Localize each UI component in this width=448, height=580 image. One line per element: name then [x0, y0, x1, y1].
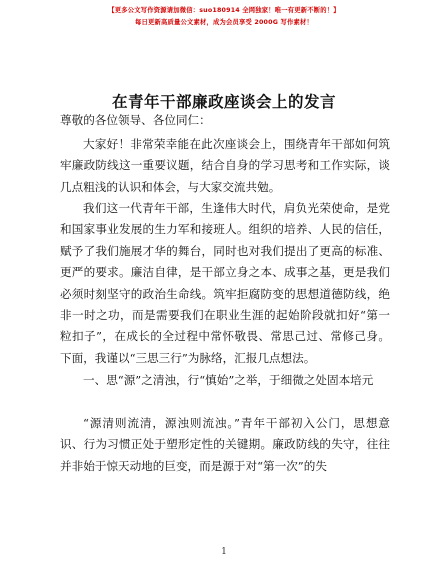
document-title: 在青年干部廉政座谈会上的发言 — [111, 92, 336, 111]
page-number: 1 — [221, 547, 227, 557]
paragraph-intro: 大家好！非常荣幸能在此次座谈会上，围绕青年干部如何筑牢廉政防线这一重要议题，结合自身的学习思考和工作实际，谈几点粗浅的认识和体会，与大家交流共勉。 — [60, 137, 390, 194]
promo-banner-line-1: 【更多公文写作资源请加微信：suo180914 全网独家！唯一有更新不断的！】 — [108, 7, 340, 14]
paragraph-body-1: 我们这一代青年干部，生逢伟大时代，肩负光荣使命，是党和国家事业发展的生力军和接班人。组织的培养、人民的信任，赋予了我们施展才华的舞台，同时也对我们提出了更高的标准、更严的要求。廉洁自律，是干部立身之本、成事之基，更是我们必须时刻坚守的政治生命线。筑牢拒腐防变的思想道德防线，绝非一时之功，而是需要我们在职业生涯的起始阶段就扣好“第一粒扣子”，在成长的全过程中常怀敬畏、常思己过、常修己身。下面，我谨以“三思三行”为脉络，汇报几点想法。 — [60, 201, 390, 365]
section-heading-1: 一、思“源”之清浊，行“慎始”之举，于细微之处固本培元 — [83, 373, 374, 387]
salutation: 尊敬的各位领导、各位同仁： — [60, 113, 211, 127]
paragraph-body-2: “源清则流清，源浊则流浊。”青年干部初入公门，思想意识、行为习惯正处于塑形定性的关键期。廉政防线的失守，往往并非始于惊天动地的巨变，而是源于对“第一次”的失 — [60, 416, 390, 473]
promo-banner-line-2: 每日更新高质量公文素材，成为会员享受 2000G 写作素材！ — [135, 19, 313, 26]
